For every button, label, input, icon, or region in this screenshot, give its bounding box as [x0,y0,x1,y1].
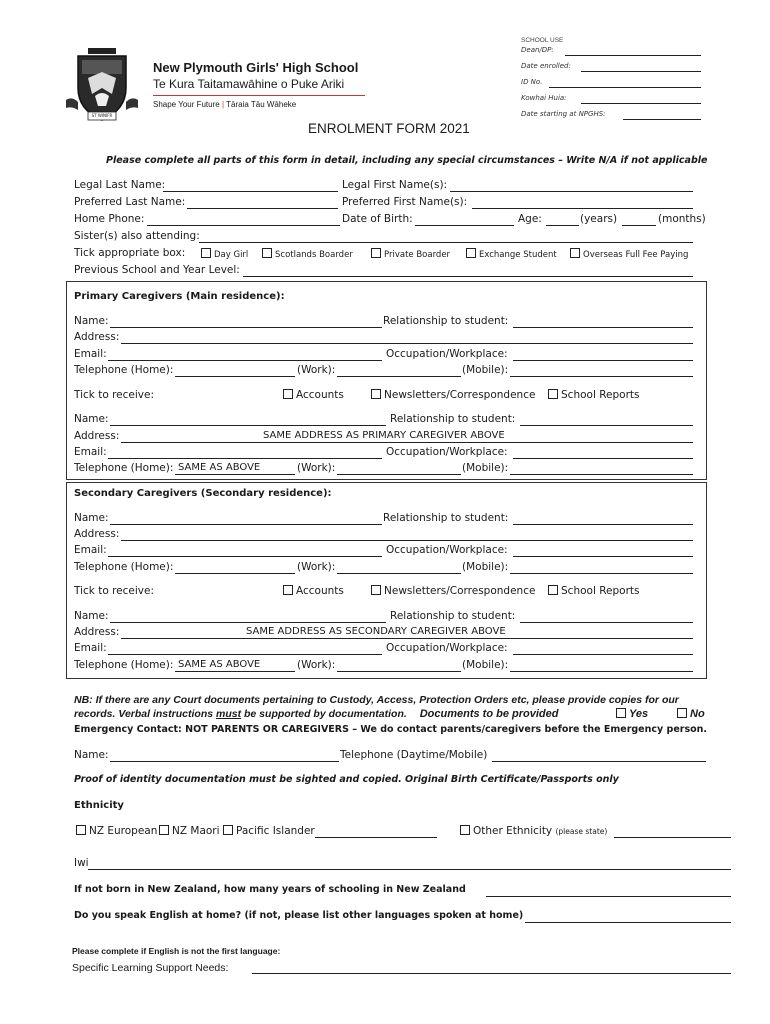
primary2-address-value: SAME ADDRESS AS PRIMARY CAREGIVER ABOVE [263,430,505,441]
previous-school-label: Previous School and Year Level: [74,264,240,276]
checkbox[interactable] [371,585,381,595]
secondary2-occupation-field[interactable] [513,654,693,655]
primary-telephone-work-field[interactable] [337,376,461,377]
primary-relationship-field[interactable] [513,327,693,328]
option-scotlands-boarder[interactable]: Scotlands Boarder [262,248,353,260]
checkbox[interactable] [283,389,293,399]
ethnicity-nz-maori[interactable]: NZ Maori [159,825,220,837]
ethnicity-nz-european[interactable]: NZ European [76,825,157,837]
primary-occupation-field[interactable] [513,360,693,361]
secondary-accounts-option[interactable]: Accounts [283,585,344,597]
school-use-id-line[interactable] [549,87,701,88]
school-use-heading: SCHOOL USE [521,37,564,44]
option-private-boarder[interactable]: Private Boarder [371,248,450,260]
primary2-address-field[interactable] [121,442,693,443]
documents-yes-option[interactable]: Yes [616,708,648,720]
legal-last-name-field[interactable] [163,191,338,192]
secondary-relationship-label: Relationship to student: [383,512,509,524]
english-home-field[interactable] [525,922,731,923]
secondary-name-field[interactable] [110,524,382,525]
primary2-relationship-field[interactable] [520,425,693,426]
primary-mobile-label: (Mobile): [462,364,509,376]
secondary2-relationship-field[interactable] [520,622,693,623]
secondary-telephone-home-field[interactable] [175,573,295,574]
secondary2-name-field[interactable] [110,622,386,623]
secondary-relationship-field[interactable] [513,524,693,525]
checkbox[interactable] [570,248,580,258]
secondary2-telephone-label: Telephone (Home): [74,659,174,671]
primary-caregivers-heading: Primary Caregivers (Main residence): [74,291,285,302]
checkbox[interactable] [460,825,470,835]
age-label: Age: [518,213,542,225]
emergency-telephone-field[interactable] [492,761,706,762]
secondary-work-label: (Work): [297,561,336,573]
school-use-kowhai-huia-line[interactable] [581,103,701,104]
primary-tick-receive-label: Tick to receive: [74,389,154,401]
school-use-kowhai-huia: Kowhai Huia: [521,94,567,102]
secondary-occupation-label: Occupation/Workplace: [386,544,508,556]
secondary2-name-label: Name: [74,610,109,622]
secondary-newsletters-option[interactable]: Newsletters/Correspondence [371,585,535,597]
preferred-first-names-label: Preferred First Name(s): [342,196,468,208]
crest-motto: ST WINIFR [91,113,113,118]
not-born-nz-question: If not born in New Zealand, how many years of schooling in New Zealand [74,884,466,895]
primary2-telephone-value: SAME AS ABOVE [178,462,261,473]
primary2-telephone-work-field[interactable] [337,474,461,475]
learning-support-label: Specific Learning Support Needs: [72,962,229,974]
ethnicity-heading: Ethnicity [74,800,124,811]
primary2-name-label: Name: [74,413,109,425]
primary-name-field[interactable] [110,327,382,328]
checkbox[interactable] [371,389,381,399]
checkbox[interactable] [371,248,381,258]
checkbox[interactable] [677,708,687,718]
checkbox[interactable] [548,389,558,399]
primary-name-label: Name: [74,315,109,327]
secondary-address-label: Address: [74,528,120,540]
school-use-date-starting-line[interactable] [623,119,701,120]
iwi-label: Iwi [74,857,89,869]
secondary2-address-value: SAME ADDRESS AS SECONDARY CAREGIVER ABOVE [246,626,506,637]
emergency-name-label: Name: [74,749,109,761]
school-maori-name: Te Kura Taitamawāhine o Puke Ariki [153,77,345,91]
option-day-girl[interactable]: Day Girl [201,248,248,260]
dob-field[interactable] [415,225,514,226]
age-months-label: (months) [658,213,706,225]
documents-no-option[interactable]: No [677,708,705,720]
primary-accounts-option[interactable]: Accounts [283,389,344,401]
nb-line-2: records. Verbal instructions must be supported by documentation. Documents to be provided [74,708,559,720]
first-language-heading: Please complete if English is not the first language: [72,946,281,956]
sisters-label: Sister(s) also attending: [74,230,200,242]
school-use-id: ID No. [521,78,543,86]
primary2-telephone-mobile-field[interactable] [510,474,693,475]
other-ethnicity-field[interactable] [614,837,731,838]
age-years-field[interactable] [546,225,579,226]
primary-telephone-label: Telephone (Home): [74,364,174,376]
dob-label: Date of Birth: [342,213,413,225]
secondary2-telephone-mobile-field[interactable] [510,671,693,672]
primary2-telephone-home-field[interactable] [175,474,295,475]
checkbox[interactable] [466,248,476,258]
primary-email-field[interactable] [108,360,382,361]
school-use-date-starting: Date starting at NPGHS: [521,110,606,118]
emergency-name-field[interactable] [110,761,339,762]
primary-work-label: (Work): [297,364,336,376]
legal-first-names-label: Legal First Name(s): [342,179,448,191]
primary2-work-label: (Work): [297,462,336,474]
english-home-question: Do you speak English at home? (if not, please list other languages spoken at home) [74,910,524,921]
pacific-islander-field[interactable] [315,837,437,838]
secondary-telephone-label: Telephone (Home): [74,561,174,573]
primary2-occupation-label: Occupation/Workplace: [386,446,508,458]
secondary2-telephone-value: SAME AS ABOVE [178,659,261,670]
primary-newsletters-option[interactable]: Newsletters/Correspondence [371,389,535,401]
emergency-telephone-label: Telephone (Daytime/Mobile) [340,749,488,761]
school-use-date-enrolled: Date enrolled: [521,62,571,70]
legal-first-names-field[interactable] [450,191,693,192]
secondary-email-label: Email: [74,544,107,556]
secondary-name-label: Name: [74,512,109,524]
primary-reports-option[interactable]: School Reports [548,389,639,401]
secondary-reports-option[interactable]: School Reports [548,585,639,597]
secondary-address-field[interactable] [121,540,693,541]
option-overseas-fee-paying[interactable]: Overseas Full Fee Paying [570,248,688,260]
primary-address-label: Address: [74,331,120,343]
slogan-maori: Tāraia Tāu Wāheke [226,100,297,109]
secondary2-relationship-label: Relationship to student: [390,610,516,622]
primary2-address-label: Address: [74,430,120,442]
school-use-dean: Dean/DP: [521,46,554,54]
primary-address-field[interactable] [121,343,693,344]
secondary-caregivers-heading: Secondary Caregivers (Secondary residence): [74,488,332,499]
primary2-relationship-label: Relationship to student: [390,413,516,425]
secondary-occupation-field[interactable] [513,556,693,557]
header-rule [153,95,365,96]
previous-school-field[interactable] [243,276,693,277]
secondary2-email-label: Email: [74,642,107,654]
checkbox[interactable] [283,585,293,595]
school-use-date-enrolled-line[interactable] [581,71,701,72]
not-born-nz-field[interactable] [486,896,731,897]
secondary2-work-label: (Work): [297,659,336,671]
secondary2-telephone-home-field[interactable] [175,671,295,672]
secondary-telephone-work-field[interactable] [337,573,461,574]
secondary2-address-field[interactable] [121,638,693,639]
preferred-last-name-field[interactable] [187,208,338,209]
age-years-label: (years) [580,213,618,225]
slogan-english: Shape Your Future [153,100,220,109]
checkbox[interactable] [223,825,233,835]
secondary2-address-label: Address: [74,626,120,638]
home-phone-label: Home Phone: [74,213,145,225]
legal-last-name-label: Legal Last Name: [74,179,166,191]
secondary-mobile-label: (Mobile): [462,561,509,573]
home-phone-field[interactable] [147,225,340,226]
ethnicity-other[interactable]: Other Ethnicity (please state) [460,825,607,837]
tick-box-label: Tick appropriate box: [74,247,186,259]
school-name: New Plymouth Girls' High School [153,60,359,75]
checkbox[interactable] [616,708,626,718]
primary2-email-field[interactable] [108,458,382,459]
nb-line-1: NB: If there are any Court documents pertaining to Custody, Access, Protection Orders etc, please provide copies for our [74,694,679,706]
primary2-occupation-field[interactable] [513,458,693,459]
primary-telephone-home-field[interactable] [175,376,295,377]
primary-relationship-label: Relationship to student: [383,315,509,327]
primary2-mobile-label: (Mobile): [462,462,509,474]
checkbox[interactable] [201,248,211,258]
secondary-email-field[interactable] [108,556,382,557]
ethnicity-pacific-islander[interactable]: Pacific Islander [223,825,315,837]
secondary2-occupation-label: Occupation/Workplace: [386,642,508,654]
primary2-name-field[interactable] [110,425,386,426]
primary2-telephone-label: Telephone (Home): [74,462,174,474]
secondary2-telephone-work-field[interactable] [337,671,461,672]
sisters-field[interactable] [199,242,693,243]
iwi-field[interactable] [88,869,731,870]
primary-occupation-label: Occupation/Workplace: [386,348,508,360]
primary-telephone-mobile-field[interactable] [510,376,693,377]
form-title: ENROLMENT FORM 2021 [308,121,470,136]
secondary2-email-field[interactable] [108,654,382,655]
option-exchange-student[interactable]: Exchange Student [466,248,557,260]
primary-email-label: Email: [74,348,107,360]
learning-support-field[interactable] [252,973,731,974]
age-months-field[interactable] [622,225,656,226]
school-use-dean-line[interactable] [565,55,701,56]
preferred-first-names-field[interactable] [472,208,693,209]
checkbox[interactable] [159,825,169,835]
checkbox[interactable] [76,825,86,835]
checkbox[interactable] [262,248,272,258]
secondary-tick-receive-label: Tick to receive: [74,585,154,597]
secondary-telephone-mobile-field[interactable] [510,573,693,574]
preferred-last-name-label: Preferred Last Name: [74,196,186,208]
checkbox[interactable] [548,585,558,595]
emergency-contact-heading: Emergency Contact: NOT PARENTS OR CAREGIVERS – We do contact parents/caregivers before the Emergency person. [74,724,707,735]
primary2-email-label: Email: [74,446,107,458]
instruction-text: Please complete all parts of this form in detail, including any special circumstances – Write N/A if not applicable [106,155,708,166]
school-crest [62,44,142,124]
proof-of-identity-text: Proof of identity documentation must be sighted and copied. Original Birth Certificate/Passports only [74,774,619,785]
secondary2-mobile-label: (Mobile): [462,659,509,671]
